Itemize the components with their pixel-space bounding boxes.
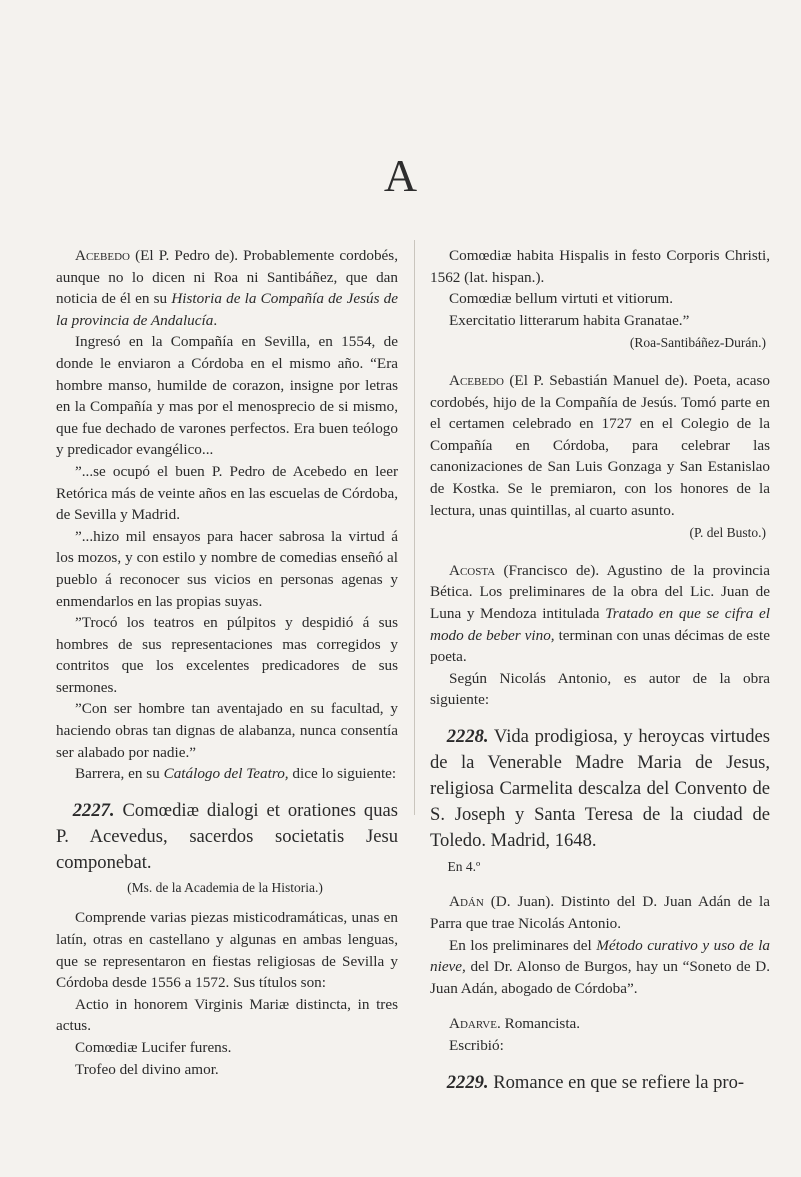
- entry-title: Vida prodigiosa, y heroycas virtudes de la Venerable Madre Maria de Jesus, religiosa Carmelita descalza del Convento de S. Joseph y Santa Teresa de la ciudad de Toledo. Madrid, 1648.: [430, 725, 770, 851]
- bibliographic-entry-2229: [430, 1070, 770, 1096]
- entry-author: Adán: [449, 893, 484, 911]
- paragraph: [430, 935, 770, 1000]
- right-column: [430, 245, 770, 1096]
- source-citation: (Ms. de la Academia de la Historia.): [127, 879, 323, 895]
- entry-end: .: [213, 311, 218, 329]
- paragraph-end: dice lo siguiente:: [288, 765, 397, 783]
- entry-text: (D. Juan). Distinto del D. Juan Adán de la Parra que trae Nicolás Antonio.: [430, 893, 770, 933]
- paragraph-text: Barrera, en su: [75, 765, 164, 783]
- entry-author: Acebedo: [449, 371, 504, 389]
- column-divider: [414, 240, 415, 815]
- source-citation: (Roa-Santibáñez-Durán.): [629, 335, 766, 351]
- left-column: [56, 245, 398, 1080]
- entry-number: 2228.: [446, 725, 489, 747]
- entry-title: Romance en que se refiere la pro-: [488, 1071, 745, 1093]
- paragraph-end: del Dr. Alonso de Burgos, hay un “Soneto de D. Juan Adán, abogado de Córdoba”.: [430, 958, 770, 997]
- format-note: En 4.º: [447, 858, 481, 874]
- entry-text: (El P. Sebastián Manuel de). Poeta, acaso cordobés, hijo de la Compañía de Jesús. Tomó parte en el certamen celebrado en 1727 en el Colegio de la Compañía en Córdoba, para celebrar las canonizaciones de San Luis Gonzaga y San Estanislao de Kostka. Se le premiaron, con los honores de la lectura, unas quintillas, al cuarto asunto.: [430, 371, 770, 519]
- entry-acebedo-sebastian: [430, 370, 770, 521]
- source-citation: (P. del Busto.): [689, 525, 766, 541]
- work-title: Catálogo del Teatro,: [163, 765, 289, 783]
- work-title: Historia de la Compañía de Jesús de la provincia de Andalucía: [56, 290, 398, 329]
- paragraph: Actio in honorem Virginis Mariæ distincta, in tres actus.: [56, 995, 398, 1035]
- section-letter: A: [383, 150, 418, 201]
- paragraph: ”Trocó los teatros en púlpitos y despidió á sus hombres de sus representaciones mas corregidos y contritos que los excelentes predicadores de sus sermones.: [56, 614, 398, 696]
- work-title: Método curativo y uso de la nieve,: [430, 936, 771, 976]
- bibliographic-entry-2228: [430, 724, 770, 854]
- entry-author: Acosta: [449, 561, 496, 579]
- paragraph: Comœdiæ bellum virtuti et vitiorum.: [449, 290, 674, 308]
- entry-end: terminan con unas décimas de este poeta.: [430, 626, 771, 666]
- entry-title: Comœdiæ dialogi et orationes quas P. Acevedus, sacerdos societatis Jesu componebat.: [56, 799, 398, 873]
- paragraph: Comœdiæ habita Hispalis in festo Corporis Christi, 1562 (lat. hispan.).: [430, 247, 770, 286]
- paragraph: Ingresó en la Compañía en Sevilla, en 1554, de donde le enviaron a Córdoba en el mismo año. “Era hombre manso, humilde de corazon, insigne por letras en la Compañía y mas por el menosprecio de si mismo, que fue dechado de varones perfectos. Era buen teólogo y predicador evangélico...: [56, 333, 398, 459]
- paragraph: Escribió:: [449, 1037, 504, 1055]
- entry-text: (El P. Pedro de). Probablemente cordobés, aunque no lo dicen ni Roa ni Santibáñez, que dan noticia de él en su: [56, 247, 398, 308]
- entry-adan: [430, 891, 770, 934]
- paragraph: ”Con ser hombre tan aventajado en su facultad, y haciendo obras tan dignas de alabanza, nunca consentía ser alabado por nadie.”: [56, 700, 398, 761]
- entry-text: (Francisco de). Agustino de la provincia Bética. Los preliminares de la obra del Lic. Juan de Luna y Mendoza intitulada: [430, 561, 770, 622]
- paragraph: [56, 763, 398, 785]
- entry-number: 2229.: [446, 1071, 489, 1093]
- entry-acebedo-pedro: [56, 245, 398, 331]
- paragraph: Comœdiæ Lucifer furens.: [75, 1039, 232, 1056]
- bibliographic-entry-2227: [56, 798, 398, 876]
- paragraph: ”...hizo mil ensayos para hacer sabrosa la virtud á los mozos, y con estilo y nombre de comedias enseñó al pueblo á reconocer sus vicios en personas agenas y enmendarlos en las propias suyas.: [56, 527, 398, 610]
- paragraph: Comprende varias piezas misticodramáticas, unas en latín, otras en castellano y algunas en ambas lenguas, que se representaron en fiestas religiosas de Sevilla y Córdoba desde 1556 a 1572. Sus títulos son:: [56, 909, 398, 992]
- work-title: Tratado en que se cifra el modo de beber vino,: [430, 604, 770, 644]
- entry-acosta: [430, 560, 770, 668]
- entry-adarve: [430, 1013, 770, 1035]
- paragraph-text: En los preliminares del: [449, 936, 597, 954]
- entry-author: Adarve: [449, 1015, 497, 1033]
- entry-author: Acebedo: [75, 247, 130, 264]
- entry-text: . Romancista.: [496, 1015, 581, 1033]
- paragraph: ”...se ocupó el buen P. Pedro de Acebedo en leer Retórica más de veinte años en las escuelas de Córdoba, de Sevilla y Madrid.: [56, 462, 398, 524]
- paragraph: Según Nicolás Antonio, es autor de la obra siguiente:: [430, 669, 770, 709]
- entry-number: 2227.: [72, 799, 115, 821]
- paragraph: Exercitatio litterarum habita Granatae.”: [449, 311, 690, 329]
- paragraph: Trofeo del divino amor.: [75, 1060, 219, 1078]
